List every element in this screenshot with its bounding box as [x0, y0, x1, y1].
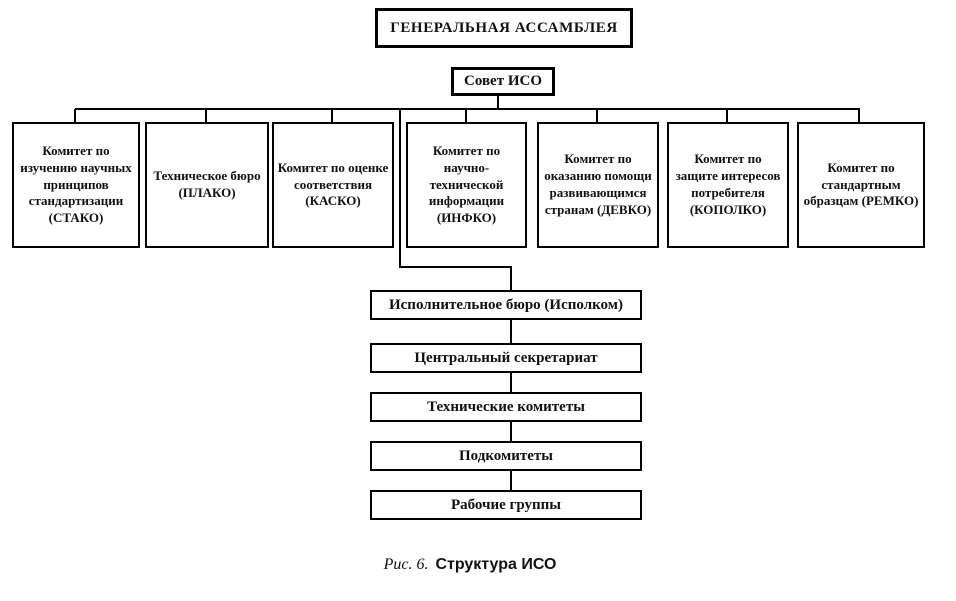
general-assembly-box [375, 8, 633, 48]
connector-drop-stako [74, 109, 76, 123]
committee-box-kopolko [667, 122, 789, 248]
chain-box-subcommittees [370, 441, 642, 471]
chain-box-central-secretariat [370, 343, 642, 373]
figure-caption [320, 556, 620, 574]
chain-label-subcommittees: Подкомитеты [459, 447, 553, 464]
committee-label-plako: Техническое бюро (ПЛАКО) [153, 168, 261, 200]
connector-elbow-vertical [510, 266, 512, 290]
connector-chain-3 [510, 422, 512, 441]
connector-chain-4 [510, 471, 512, 490]
connector-chain-2 [510, 373, 512, 392]
committee-label-devko: Комитет по оказанию помощи развивающимся странам (ДЕВКО) [544, 151, 652, 217]
chain-label-central-secretariat: Центральный секретариат [414, 349, 598, 366]
committee-box-stako [12, 122, 140, 248]
connector-bus-line [75, 108, 860, 110]
committee-label-infko: Комитет по научно-технической информации (ИНФКО) [428, 142, 505, 226]
chain-box-executive-bureau [370, 290, 642, 320]
chain-box-technical-committees [370, 392, 642, 422]
iso-council-box [451, 67, 555, 96]
chain-label-executive-bureau: Исполнительное бюро (Исполком) [388, 296, 623, 313]
general-assembly-label: ГЕНЕРАЛЬНАЯ АССАМБЛЕЯ [390, 19, 618, 36]
chain-box-working-groups [370, 490, 642, 520]
committee-label-kasko: Комитет по оценке соответствия (КАСКО) [277, 159, 389, 209]
figure-caption-title: Структура ИСО [435, 556, 557, 573]
connector-drop-remko [858, 109, 860, 123]
committee-label-stako: Комитет по изучению научных принципов стандартизации (СТАКО) [20, 142, 132, 226]
figure-caption-number: Рис. 6. [383, 556, 429, 573]
committee-box-plako [145, 122, 269, 248]
connector-elbow-horizontal [399, 266, 512, 268]
connector-chain-1 [510, 320, 512, 343]
connector-drop-kasko [331, 109, 333, 123]
committee-box-infko [406, 122, 527, 248]
committee-box-kasko [272, 122, 394, 248]
connector-drop-kopolko [726, 109, 728, 123]
chain-label-working-groups: Рабочие группы [450, 496, 562, 513]
connector-drop-devko [596, 109, 598, 123]
connector-council-riser [497, 95, 499, 109]
committee-box-devko [537, 122, 659, 248]
connector-drop-plako [205, 109, 207, 123]
iso-council-label: Совет ИСО [463, 73, 542, 89]
committee-label-kopolko: Комитет по защите интересов потребителя (КОПОЛКО) [675, 151, 781, 217]
committee-label-remko: Комитет по стандартным образцам (РЕМКО) [803, 159, 919, 209]
connector-drop-infko [465, 109, 467, 123]
committee-box-remko [797, 122, 925, 248]
connector-long-drop [399, 109, 401, 268]
chain-label-technical-committees: Технические комитеты [427, 398, 585, 415]
